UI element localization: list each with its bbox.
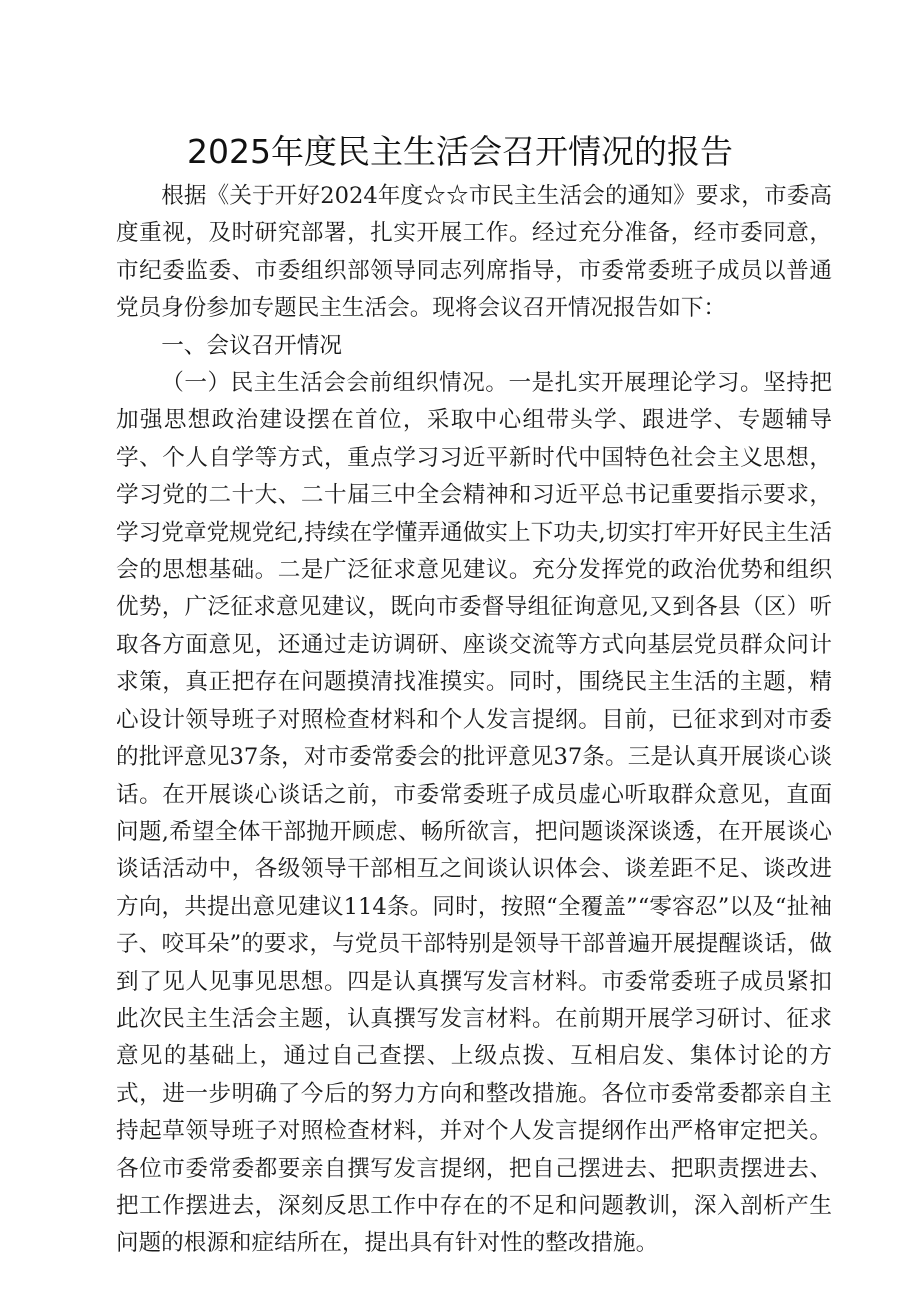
document-title: 2025年度民主生活会召开情况的报告	[187, 132, 733, 171]
section-paragraph-preparation: （一）民主生活会会前组织情况。一是扎实开展理论学习。坚持把加强思想政治建设摆在首位，采取中心组带头学、跟进学、专题辅导学、个人自学等方式，重点学习习近平新时代中国特色社会主义思想，学习党的二十大、二十届三中全会精神和习近平总书记重要指示要求，学习党章党规党纪,持续在学懂弄通做实上下功夫,切实打牢开好民主生活会的思想基础。二是广泛征求意见建议。充分发挥党的政治优势和组织优势，广泛征求意见建议，既向市委督导组征询意见,又到各县（区）听取各方面意见，还通过走访调研、座谈交流等方式向基层党员群众问计求策，真正把存在问题摸清找准摸实。同时，围绕民主生活的主题，精心设计领导班子对照检查材料和个人发言提纲。目前，已征求到对市委的批评意见37条，对市委常委会的批评意见37条。三是认真开展谈心谈话。在开展谈心谈话之前，市委常委班子成员虚心听取群众意见，直面问题,希望全体干部抛开顾虑、畅所欲言，把问题谈深谈透，在开展谈心谈话活动中，各级领导干部相互之间谈认识体会、谈差距不足、谈改进方向，共提出意见建议114条。同时，按照“全覆盖”“零容忍”以及“扯袖子、咬耳朵”的要求，与党员干部特别是领导干部普遍开展提醒谈话，做到了见人见事见思想。四是认真撰写发言材料。市委常委班子成员紧扣此次民主生活会主题，认真撰写发言材料。在前期开展学习研讨、征求意见的基础上，通过自己查摆、上级点拨、互相启发、集体讨论的方式，进一步明确了今后的努力方向和整改措施。各位市委常委都亲自主持起草领导班子对照检查材料，并对个人发言提纲作出严格审定把关。各位市委常委都要亲自撰写发言提纲，把自己摆进去、把职责摆进去、把工作摆进去，深刻反思工作中存在的不足和问题教训，深入剖析产生问题的根源和症结所在，提出具有针对性的整改措施。	[116, 370, 832, 1257]
section-heading-meeting: 一、会议召开情况	[161, 332, 342, 359]
document-body	[116, 178, 832, 1263]
intro-paragraph: 根据《关于开好2024年度☆☆市民主生活会的通知》要求，市委高度重视，及时研究部署，扎实开展工作。经过充分准备，经市委同意，市纪委监委、市委组织部领导同志列席指导，市委常委班子成员以普通党员身份参加专题民主生活会。现将会议召开情况报告如下：	[116, 183, 832, 322]
